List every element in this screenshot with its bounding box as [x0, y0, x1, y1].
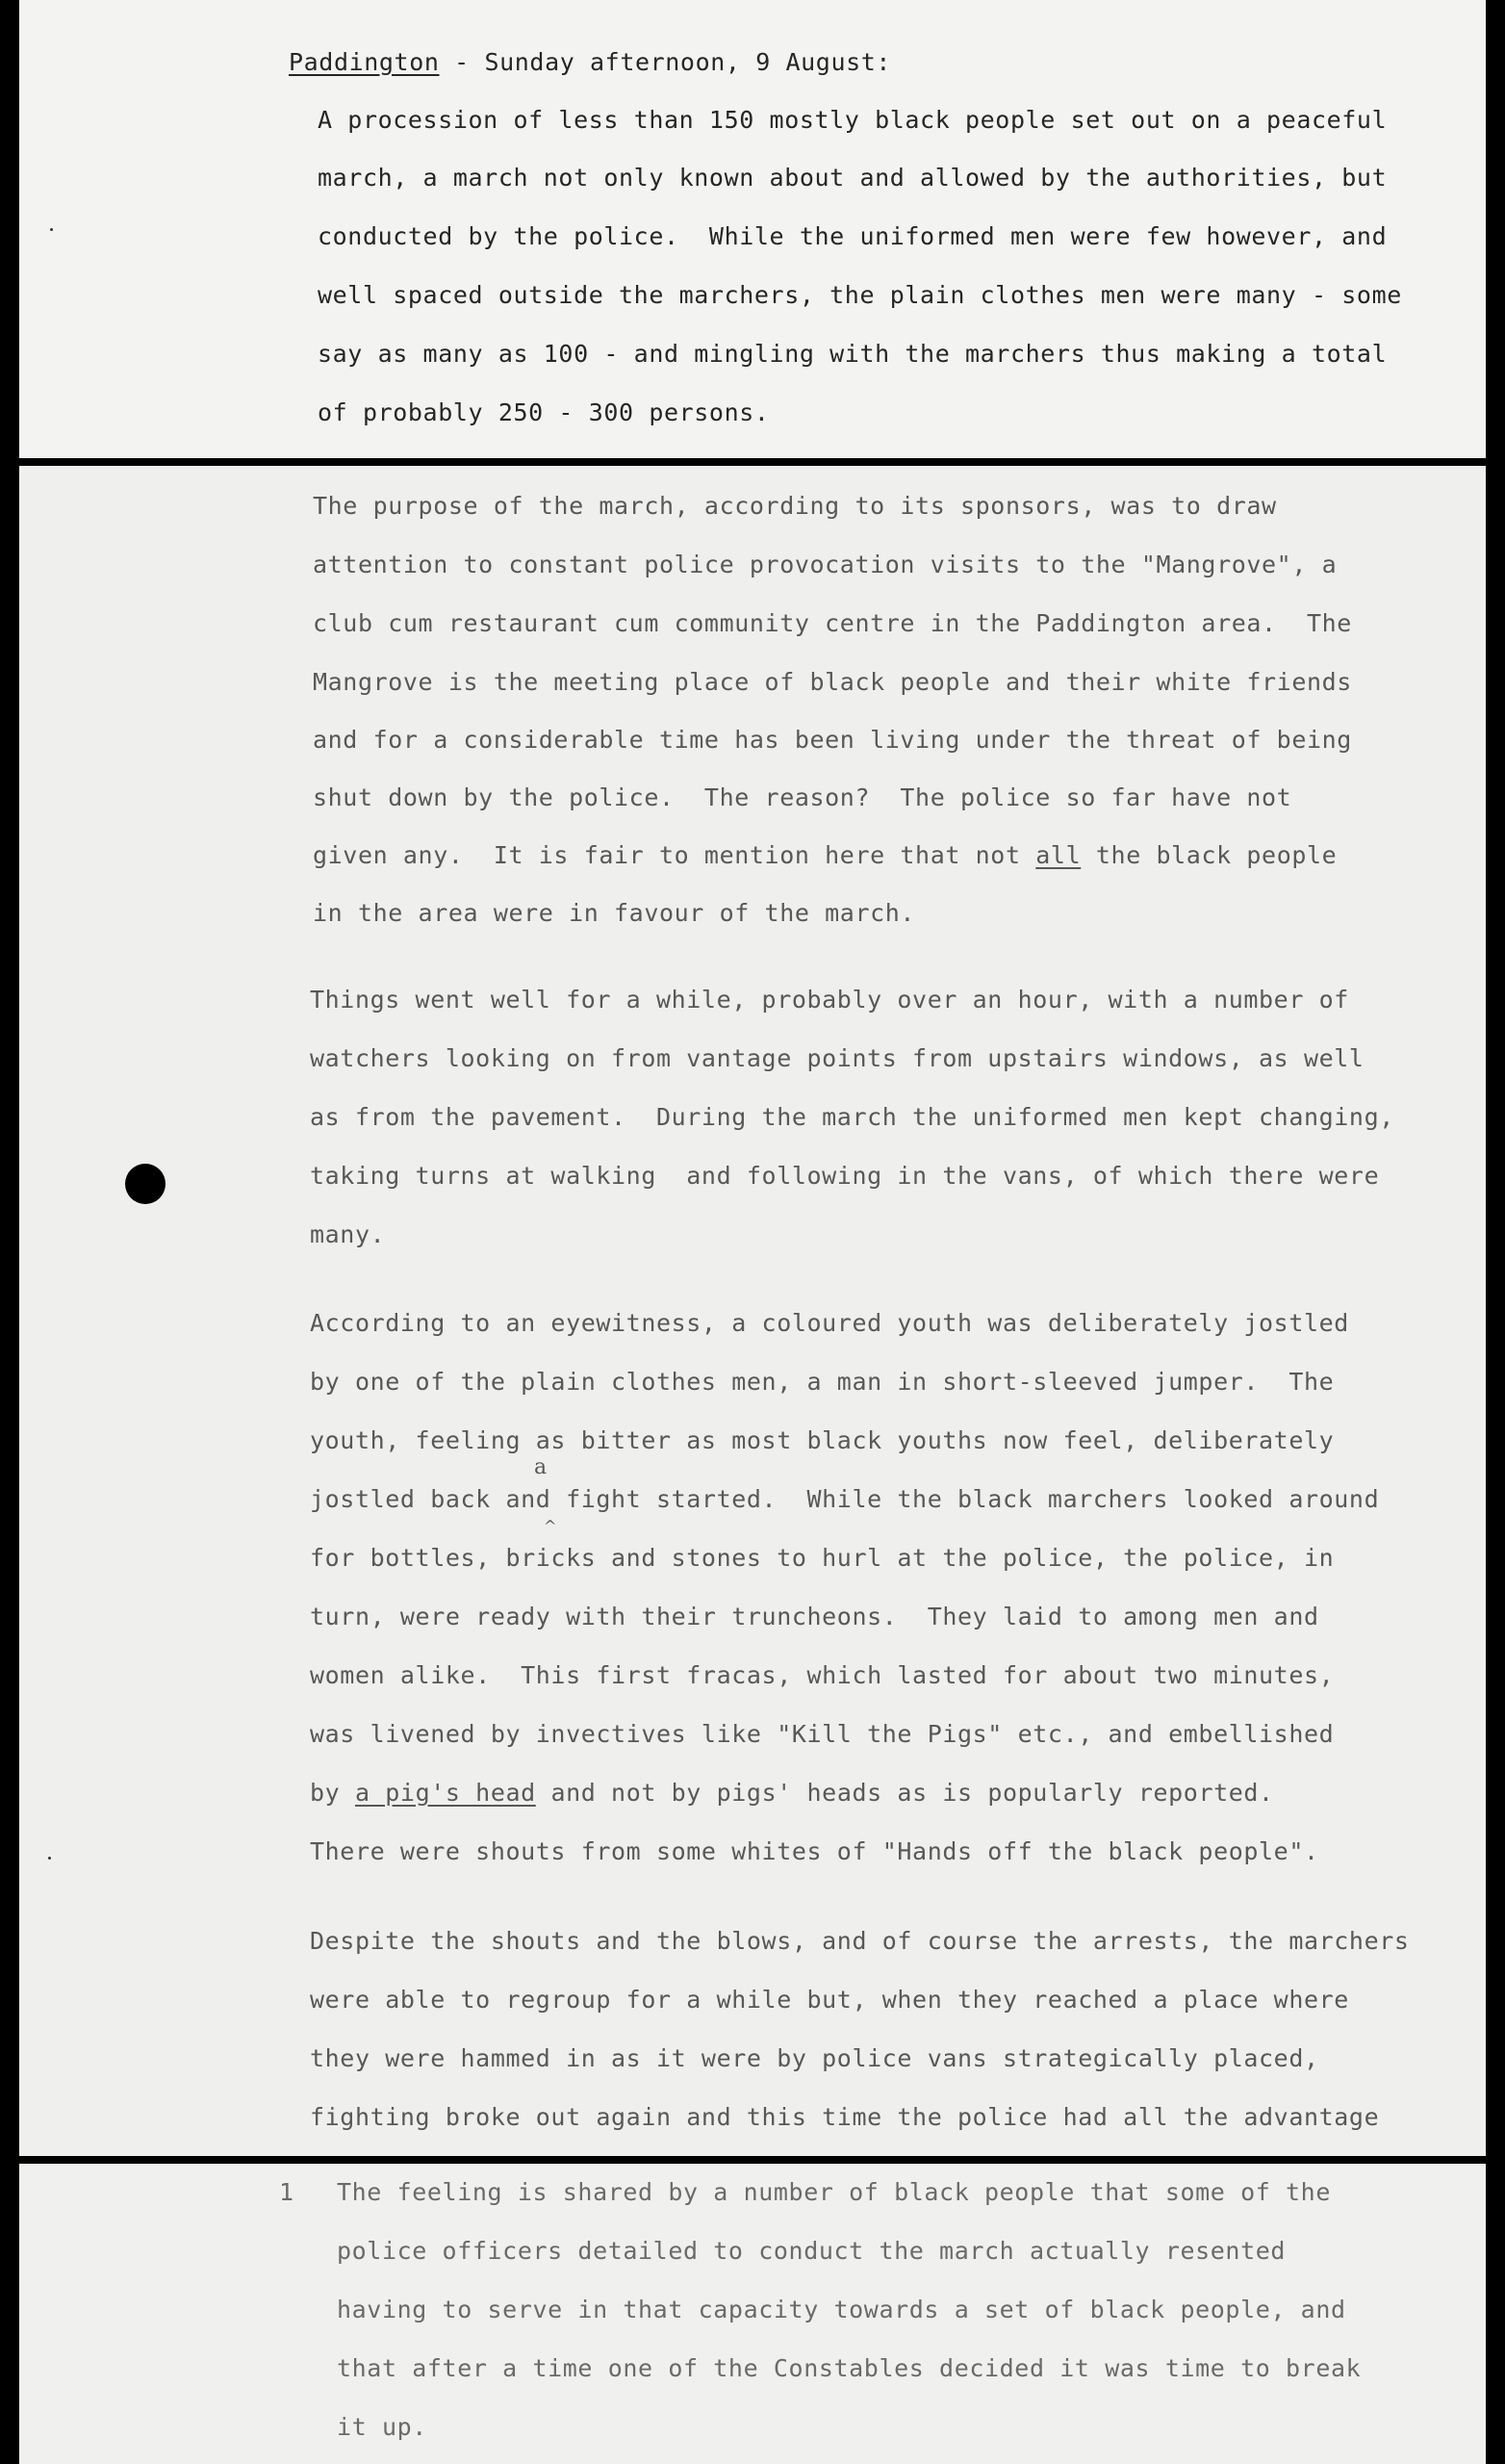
paragraph1-line: march, a march not only known about and allowed by the authorities, but: [318, 164, 1388, 192]
paragraph1-line: well spaced outside the marchers, the plain clothes men were many - some: [318, 281, 1402, 309]
text-run: the black people: [1081, 841, 1338, 869]
paragraph5-line: Despite the shouts and the blows, and of course the arrests, the marchers: [310, 1927, 1410, 1955]
paragraph4-line: for bottles, bricks and stones to hurl at the police, the police, in: [310, 1544, 1335, 1572]
paragraph2-line: Mangrove is the meeting place of black people and their white friends: [313, 668, 1352, 696]
underlined-word: all: [1035, 841, 1082, 869]
paragraph4-line: turn, were ready with their truncheons. They laid to among men and: [310, 1603, 1319, 1630]
paragraph4-line: by one of the plain clothes men, a man in short-sleeved jumper. The: [310, 1368, 1335, 1396]
text-run: and not by pigs' heads as is popularly reported.: [535, 1779, 1274, 1807]
page-strip-top: [19, 0, 1486, 458]
footnote-marker: 1: [279, 2178, 294, 2206]
footnote-line: The feeling is shared by a number of black people that some of the: [337, 2178, 1331, 2206]
document-heading: [289, 48, 891, 76]
paragraph4-line: There were shouts from some whites of "Hands off the black people".: [310, 1837, 1319, 1865]
paragraph1-line: of probably 250 - 300 persons.: [318, 398, 770, 426]
paragraph5-line: fighting broke out again and this time the police had all the advantage: [310, 2103, 1380, 2131]
heading-date: - Sunday afternoon, 9 August:: [439, 48, 892, 76]
page-strip-middle: [19, 466, 1486, 2156]
paragraph4-line: youth, feeling as bitter as most black youths now feel, deliberately: [310, 1426, 1335, 1454]
paragraph2-line: shut down by the police. The reason? The police so far have not: [313, 783, 1292, 811]
footnote-line: that after a time one of the Constables decided it was time to break: [337, 2354, 1362, 2382]
paragraph3-line: many.: [310, 1220, 386, 1248]
page-strip-bottom: [19, 2164, 1486, 2464]
paragraph2-line: in the area were in favour of the march.: [313, 899, 916, 927]
paragraph1-line: say as many as 100 - and mingling with the marchers thus making a total: [318, 340, 1388, 368]
paragraph5-line: they were hammed in as it were by police vans strategically placed,: [310, 2044, 1319, 2072]
paper-speck: [48, 1857, 51, 1860]
paragraph4-line: According to an eyewitness, a coloured youth was deliberately jostled: [310, 1309, 1349, 1337]
punch-hole: [125, 1164, 166, 1204]
footnote-line: police officers detailed to conduct the march actually resented: [337, 2237, 1287, 2265]
paragraph1-line: A procession of less than 150 mostly black people set out on a peaceful: [318, 106, 1388, 134]
paragraph2-line: and for a considerable time has been living under the threat of being: [313, 726, 1352, 754]
paragraph4-line: [310, 1779, 1274, 1807]
handwritten-insert: a: [534, 1455, 548, 1479]
heading-place: Paddington: [289, 48, 440, 76]
paragraph4-line: jostled back and fight started. While the black marchers looked around: [310, 1485, 1380, 1513]
paragraph5-line: were able to regroup for a while but, when they reached a place where: [310, 1986, 1349, 2014]
paragraph2-line: attention to constant police provocation visits to the "Mangrove", a: [313, 551, 1338, 578]
paragraph1-line: conducted by the police. While the uniformed men were few however, and: [318, 222, 1388, 250]
paragraph3-line: taking turns at walking and following in the vans, of which there were: [310, 1162, 1380, 1190]
footnote-line: it up.: [337, 2413, 427, 2441]
footnote-line: having to serve in that capacity towards a set of black people, and: [337, 2296, 1346, 2323]
insertion-caret: ^: [544, 1517, 557, 1535]
paragraph2-line: club cum restaurant cum community centre in the Paddington area. The: [313, 609, 1352, 637]
paragraph3-line: watchers looking on from vantage points from upstairs windows, as well: [310, 1044, 1365, 1072]
text-run: by: [310, 1779, 355, 1807]
paper-speck: [50, 228, 53, 231]
paragraph2-line: The purpose of the march, according to its sponsors, was to draw: [313, 492, 1277, 520]
text-run: given any. It is fair to mention here that not: [313, 841, 1036, 869]
paragraph3-line: Things went well for a while, probably over an hour, with a number of: [310, 986, 1349, 1014]
paragraph2-line: [313, 841, 1337, 869]
paragraph4-line: women alike. This first fracas, which lasted for about two minutes,: [310, 1661, 1335, 1689]
paragraph3-line: as from the pavement. During the march the uniformed men kept changing,: [310, 1103, 1394, 1131]
underlined-phrase: a pig's head: [354, 1779, 536, 1807]
paragraph4-line: was livened by invectives like "Kill the Pigs" etc., and embellished: [310, 1720, 1335, 1748]
